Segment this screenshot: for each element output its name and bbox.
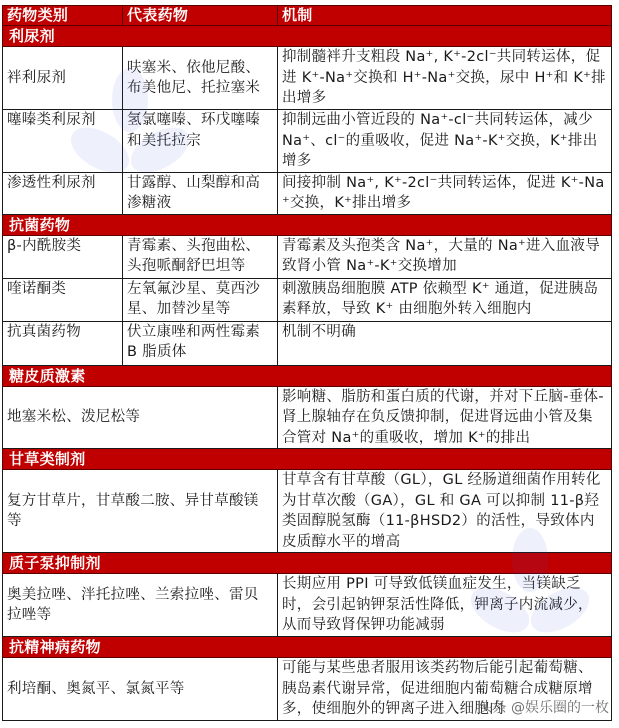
section-row-antibacterials	[3, 214, 612, 235]
drugs-cell: 甘露醇、山梨醇和高渗糖液	[123, 172, 278, 214]
category-cell: 抗真菌药物	[3, 321, 123, 365]
drugs-cell: 左氧氟沙星、莫西沙星、加替沙星等	[123, 278, 278, 321]
section-title: 甘草类制剂	[3, 449, 612, 470]
mechanism-cell: 机制不明确	[278, 321, 612, 365]
table-row	[3, 321, 612, 365]
mechanism-cell: 可能与某些患者服用该类药物后能引起葡萄糖、胰岛素代谢异常，促进细胞内葡萄糖合成糖原增多，使细胞外的钾离子进入细胞内	[278, 658, 612, 721]
table-row	[3, 235, 612, 278]
category-cell: 噻嗪类利尿剂	[3, 110, 123, 173]
mechanism-cell: 长期应用 PPI 可导致低镁血症发生，当镁缺乏时，会引起钠钾泵活性降低，钾离子内流减少，从而导致肾保钾功能减弱	[278, 574, 612, 637]
table-header-row	[3, 6, 612, 26]
drugs-cell: 奥美拉唑、泮托拉唑、兰索拉唑、雷贝拉唑等	[3, 574, 278, 637]
section-row-proton-pump-inhibitors	[3, 553, 612, 574]
drugs-cell: 伏立康唑和两性霉素 B 脂质体	[123, 321, 278, 365]
header-drugs: 代表药物	[123, 6, 278, 26]
drugs-cell: 复方甘草片，甘草酸二胺、异甘草酸镁等	[3, 470, 278, 553]
drug-hypokalemia-table-container	[2, 5, 611, 721]
drugs-cell: 地塞米松、泼尼松等	[3, 386, 278, 449]
watermark-credit: 头条 @娱乐圈的一枚	[478, 700, 609, 716]
section-title: 抗精神病药物	[3, 637, 612, 658]
section-title: 糖皮质激素	[3, 365, 612, 386]
mechanism-cell: 影响糖、脂肪和蛋白质的代谢，并对下丘脑-垂体-肾上腺轴存在负反馈抑制，促进肾远曲小管及集合管对 Na⁺的重吸收，增加 K⁺的排出	[278, 386, 612, 449]
section-row-antipsychotics	[3, 637, 612, 658]
drugs-cell: 利培酮、奥氮平、氯氮平等	[3, 658, 278, 721]
category-cell: 渗透性利尿剂	[3, 172, 123, 214]
section-row-licorice-preparations	[3, 449, 612, 470]
table-row	[3, 278, 612, 321]
category-cell: 喹诺酮类	[3, 278, 123, 321]
mechanism-cell: 间接抑制 Na⁺, K⁺-2cl⁻共同转运体，促进 K⁺-Na⁺交换，K⁺排出增多	[278, 172, 612, 214]
category-cell: 袢利尿剂	[3, 47, 123, 110]
header-category: 药物类别	[3, 6, 123, 26]
category-cell: β-内酰胺类	[3, 235, 123, 278]
mechanism-cell: 甘草含有甘草酸（GL），GL 经肠道细菌作用转化为甘草次酸（GA），GL 和 GA 可以抑制 11-β羟类固醇脱氢酶（11-βHSD2）的活性，导致体内皮质醇水平的增高	[278, 470, 612, 553]
table-row	[3, 172, 612, 214]
section-title: 抗菌药物	[3, 214, 612, 235]
mechanism-cell: 抑制髓袢升支粗段 Na⁺, K⁺-2cl⁻共同转运体，促进 K⁺-Na⁺交换和 H⁺-Na⁺交换，尿中 H⁺和 K⁺排出增多	[278, 47, 612, 110]
table-row	[3, 658, 612, 721]
table-row	[3, 386, 612, 449]
section-row-glucocorticoids	[3, 365, 612, 386]
mechanism-cell: 抑制远曲小管近段的 Na⁺-cl⁻共同转运体，减少 Na⁺、cl⁻的重吸收，促进 Na⁺-K⁺交换，K⁺排出增多	[278, 110, 612, 173]
drugs-cell: 青霉素、头孢曲松、头孢哌酮舒巴坦等	[123, 235, 278, 278]
table-row	[3, 470, 612, 553]
mechanism-cell: 刺激胰岛细胞膜 ATP 依赖型 K⁺ 通道，促进胰岛素释放，导致 K⁺ 由细胞外转入细胞内	[278, 278, 612, 321]
drugs-cell: 氢氯噻嗪、环戊噻嗪和美托拉宗	[123, 110, 278, 173]
section-title: 质子泵抑制剂	[3, 553, 612, 574]
section-row-diuretics	[3, 26, 612, 47]
drugs-cell: 呋塞米、依他尼酸、布美他尼、托拉塞米	[123, 47, 278, 110]
table-row	[3, 110, 612, 173]
table-row	[3, 47, 612, 110]
section-title: 利尿剂	[3, 26, 612, 47]
table-row	[3, 574, 612, 637]
drug-mechanism-table	[2, 5, 612, 721]
header-mechanism: 机制	[278, 6, 612, 26]
mechanism-cell: 青霉素及头孢类含 Na⁺，大量的 Na⁺进入血液导致肾小管 Na⁺-K⁺交换增加	[278, 235, 612, 278]
